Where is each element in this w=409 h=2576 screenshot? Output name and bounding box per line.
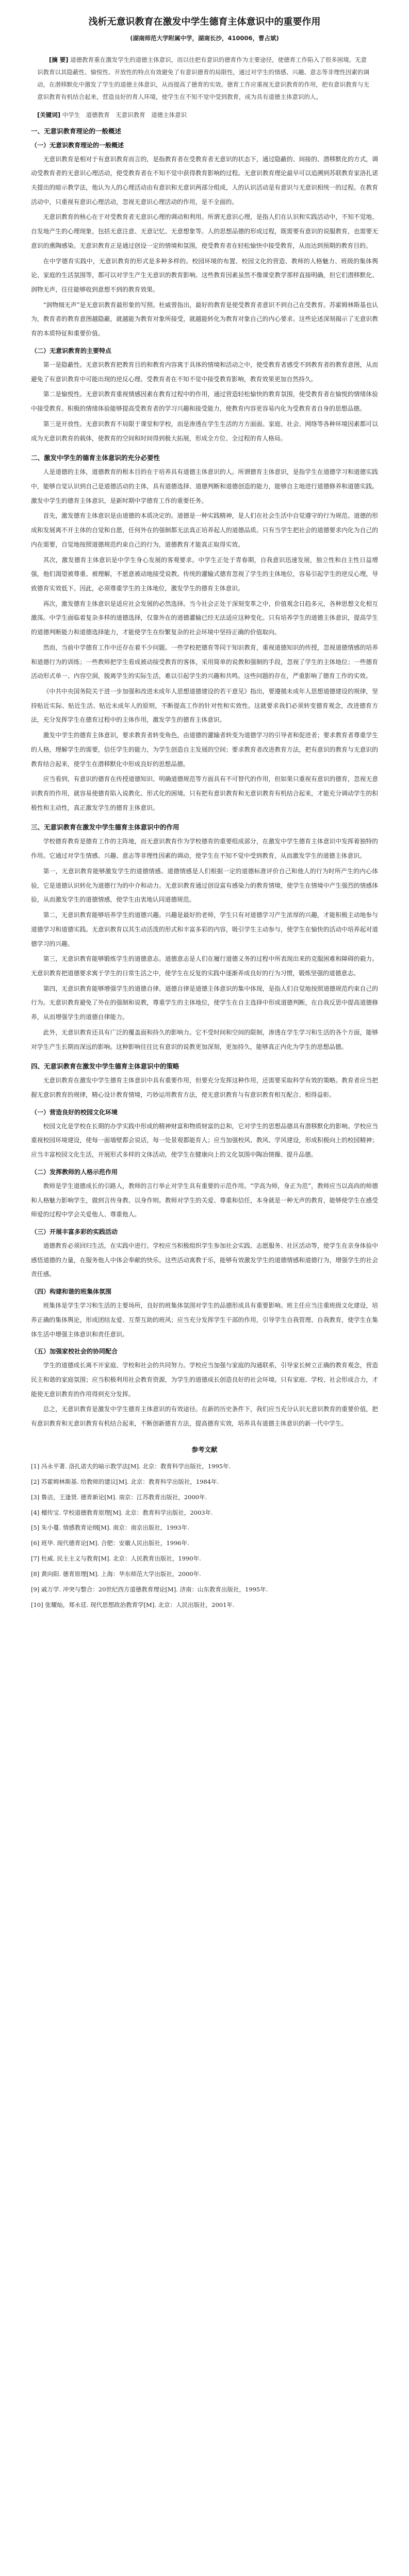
article-body: [31, 126, 378, 1431]
paragraph: 总之，无意识教育是激发中学生德育主体意识的有效途径。在新的历史条件下，我们应当充分认识无意识教育的重要价值，把有意识教育和无意识教育有机结合起来，不断创新德育方法，提高德育实效，培养具有道德主体意识的新一代中学生。: [31, 1405, 378, 1428]
paragraph: “润物细无声”是无意识教育最形象的写照。杜威曾指出，最好的教育是使受教育者意识不到自己在受教育。苏霍姆林斯基也认为，教育者的教育意图越隐蔽，就越能为教育对象所接受，就越能转化为教育对象自己的内心要求。这些论述深刻揭示了无意识教育的本质特征和重要价值。: [31, 301, 378, 337]
subsection-heading: （四）构建和谐的班集体氛围: [31, 1288, 112, 1296]
keywords-text: 中学生 道德教育 无意识教育 道德主体意识: [62, 111, 187, 118]
reference-item: [1] 冯永平著. 洛扎诺夫的暗示教学法[M]. 北京：教育科学出版社，1995年.: [31, 1462, 231, 1470]
reference-item: [3] 鲁洁，王逢贤. 德育新论[M]. 南京：江苏教育出版社，2000年.: [31, 1493, 207, 1501]
paragraph: 无意识教育在激发中学生德育主体意识中具有重要作用，但要充分发挥这种作用，还需要采取科学有效的策略。教育者应当把握无意识教育的规律，精心设计教育情境，巧妙运用教育方法，使无意识教育与有意识教育相互配合、相得益彰。: [31, 1077, 378, 1098]
section-heading: 三、无意识教育在激发中学生德育主体意识中的作用: [31, 823, 179, 832]
reference-item: [4] 檀传宝. 学校道德教育原理[M]. 北京：教育科学出版社，2003年.: [31, 1509, 213, 1516]
paragraph: 第二是愉悦性。无意识教育重视情感因素在教育过程中的作用，通过营造轻松愉快的教育氛围，使受教育者在愉悦的情绪体验中接受教育。积极的情绪体验能够提高受教育者的学习兴趣和接受能力，使教育内容更容易内化为受教育者自身的思想品德。: [31, 391, 378, 413]
paragraph: 第四，无意识教育能够增强学生的道德自律。道德自律是道德主体意识的集中体现，是指人们自觉地按照道德规范约束自己的行为。无意识教育避免了外在的强制和说教，尊重学生的主体地位，使学生在自主选择中形成道德判断，在自我反思中提高道德修养，从而增强学生的道德自律能力。: [31, 985, 378, 1021]
abstract: [37, 54, 372, 104]
paragraph: 第一是隐蔽性。无意识教育把教育目的和教育内容寓于具体的情境和活动之中，使受教育者感受不到教育者的教育意图，从而避免了有意识教育中可能出现的逆反心理。受教育者在不知不觉中接受教育影响，教育效果更加自然持久。: [31, 361, 378, 383]
reference-item: [7] 杜威. 民主主义与教育[M]. 北京：人民教育出版社，1990年.: [31, 1555, 201, 1563]
subsection-heading: （三）开展丰富多彩的实践活动: [31, 1228, 118, 1235]
reference-item: [2] 苏霍姆林斯基. 给教师的建议[M]. 北京：教育科学出版社，1984年.: [31, 1478, 219, 1485]
paragraph: 再次，激发德育主体意识是适应社会发展的必然选择。当今社会正处于深刻变革之中，价值观念日趋多元，各种思想文化相互激荡。中学生面临着复杂多样的道德选择，仅靠外在的道德灌输已经无法适应这种变化。只有培养学生的道德主体意识，提高学生的道德判断能力和道德选择能力，才能使学生在纷繁复杂的社会环境中坚持正确的价值取向。: [31, 600, 378, 636]
subsection-heading: （二）发挥教师的人格示范作用: [31, 1168, 118, 1176]
paragraph: 其次，激发德育主体意识是中学生身心发展的客观要求。中学生正处于青春期，自我意识迅速发展，独立性和自主性日益增强，他们渴望被尊重、被理解，不愿意被动地接受说教。传统的灌输式德育忽视了学生的主体地位，容易引起学生的逆反心理，导致德育实效低下。因此，必须尊重学生的主体地位，激发学生的德育主体意识。: [31, 556, 378, 592]
paragraph: 教师是学生道德成长的引路人，教师的言行举止对学生具有重要的示范作用。“学高为师，身正为范”，教师应当以高尚的师德和人格魅力影响学生，做到言传身教、以身作则。教师对学生的关爱、尊重和信任，本身就是一种无声的教育，能够使学生在感受师爱的过程中学会关爱他人、尊重他人。: [31, 1182, 378, 1218]
paragraph: 激发中学生的德育主体意识，要求教育者转变角色，由道德的灌输者转变为道德学习的引导者和促进者；要求教育者尊重学生的人格，理解学生的需要，信任学生的能力，为学生创造自主发展的空间；要求教育者改进教育方法，把有意识的教育与无意识的教育结合起来，使学生在潜移默化中形成良好的思想品德。: [31, 732, 378, 768]
section-heading: 四、无意识教育在激发中学生德育主体意识中的策略: [31, 1062, 179, 1071]
paragraph: 《中共中央国务院关于进一步加强和改进未成年人思想道德建设的若干意见》指出，要遵循未成年人思想道德建设的规律，坚持贴近实际、贴近生活、贴近未成年人的原则，不断提高工作的针对性和实效性。这就要求我们必须转变德育观念，改进德育方法，充分发挥学生在德育过程中的主体作用，激发学生的德育主体意识。: [31, 688, 378, 724]
reference-item: [5] 朱小蔓. 情感教育论纲[M]. 南京：南京出版社，1993年.: [31, 1524, 189, 1532]
paragraph: 无意识教育的核心在于对受教育者无意识心理的调动和利用。所谓无意识心理，是指人们在认识和实践活动中，不知不觉地、自发地产生的心理现象，包括无意注意、无意记忆、无意想象等。人的思想品德的形成过程，既需要有意识的说服教育，也需要无意识的熏陶感染。无意识教育正是通过创设一定的情境和氛围，使受教育者在轻松愉快中接受教育，从而达到预期的教育目的。: [31, 213, 378, 249]
references-list: [31, 1459, 378, 1613]
reference-item: [8] 黄向阳. 德育原理[M]. 上海：华东师范大学出版社，2000年.: [31, 1570, 201, 1578]
keywords-label: [关键词]: [37, 111, 61, 118]
paragraph: 第三，无意识教育能够锻炼学生的道德意志。道德意志是人们在履行道德义务的过程中所表现出来的克服困难和障碍的毅力。无意识教育把道德要求寓于学生的日常生活之中，使学生在反复的实践中逐渐养成良好的行为习惯，锻炼坚强的道德意志。: [31, 955, 378, 977]
section-heading: 二、激发中学生的德育主体意识的充分必要性: [31, 454, 160, 462]
abstract-label: [摘 要]: [49, 56, 69, 63]
reference-item: [10] 张耀灿，郑永廷. 现代思想政治教育学[M]. 北京：人民出版社，2001年.: [31, 1601, 235, 1608]
subsection-heading: （一）营造良好的校园文化环境: [31, 1108, 118, 1116]
paragraph: 学生的道德成长离不开家庭、学校和社会的共同努力。学校应当加强与家庭的沟通联系，引导家长树立正确的教育观念，营造民主和谐的家庭氛围；应当积极利用社会教育资源，为学生的道德成长创造良好的社会环境。只有家庭、学校、社会形成合力，才能使无意识教育的作用得到充分发挥。: [31, 1362, 378, 1398]
paragraph: 校园文化是学校在长期的办学实践中形成的精神财富和物质财富的总和，它对学生的思想品德具有潜移默化的影响。学校应当重视校园环境建设，使每一面墙壁都会说话，每一处景观都能育人；应当加强校风、教风、学风建设，形成积极向上的校园精神；应当丰富校园文化生活，开展形式多样的文体活动，使学生在健康向上的文化氛围中陶冶情操、提升品德。: [31, 1122, 378, 1159]
paragraph: 学校德育教育是德育工作的主阵地，而无意识教育作为学校德育的重要组成部分，在激发中学生德育主体意识中发挥着独特的作用。它通过对学生情感、兴趣、意志等非理性因素的调动，使学生在不知不觉中受到教育，从而激发学生的道德主体意识。: [31, 838, 378, 860]
paragraph: 首先，激发德育主体意识是由道德的本质决定的。道德是一种实践精神，是人们在社会生活中自觉遵守的行为规范。道德的形成和发展离不开主体的自觉和自愿，任何外在的强制都无法真正培养起人的道德品质。只有当学生把社会的道德要求内化为自己的内在需要，自觉地按照道德规范约束自己的行为，道德教育才能真正取得实效。: [31, 512, 378, 548]
paragraph: 第一，无意识教育能够激发学生的道德情感。道德情感是人们根据一定的道德标准评价自己和他人的行为时所产生的内心体验，它是道德认识转化为道德行为的中介和动力。无意识教育通过创设富有感染力的教育情境，使学生在情境中产生强烈的情感体验，从而激发学生的道德情感，使学生由衷地认同道德规范。: [31, 867, 378, 904]
section-heading: 一、无意识教育理论的一般概述: [31, 127, 122, 135]
paragraph: 应当看到，有意识的德育在传授道德知识、明确道德规范等方面具有不可替代的作用，但如果只重视有意识的德育，忽视无意识教育的作用，就容易使德育陷入说教化、形式化的困境。只有把有意识教育和无意识教育有机结合起来，才能充分调动学生的积极性和主动性，真正激发学生的德育主体意识。: [31, 775, 378, 811]
paragraph: 第二，无意识教育能够培养学生的道德兴趣。兴趣是最好的老师，学生只有对道德学习产生浓厚的兴趣，才能积极主动地参与道德学习和道德实践。无意识教育以其生动活泼的形式和丰富多彩的内容，吸引学生主动参与，使学生在愉快的活动中培养起对道德学习的兴趣。: [31, 911, 378, 947]
references-title: 参考文献: [191, 1445, 218, 1453]
paragraph: 无意识教育是相对于有意识教育而言的，是指教育者在受教育者无意识的状态下，通过隐蔽的、间接的、潜移默化的方式，调动受教育者的无意识心理活动，使受教育者在不知不觉中获得教育影响的过程。无意识教育理论最早可以追溯到苏联教育家洛扎诺夫提出的暗示教学法，他认为人的心理活动由有意识和无意识两部分组成，人的认识活动是有意识与无意识相统一的过程。在教育活动中，只重视有意识心理活动，忽视无意识心理活动的作用，是不全面的。: [31, 155, 378, 206]
paragraph: 此外，无意识教育还具有广泛的覆盖面和持久的影响力。它不受时间和空间的限制，渗透在学生学习和生活的各个方面，能够对学生产生长期而深远的影响。这种影响往往比有意识的说教更加深刻，更加持久，能够真正内化为学生的思想品德。: [31, 1028, 378, 1050]
paragraph: 人是道德的主体，道德教育的根本目的在于培养具有道德主体意识的人。所谓德育主体意识，是指学生在道德学习和道德实践中，能够自觉认识到自己是道德活动的主体，具有道德选择、道德判断和道德创造的能力，能够自主地进行道德修养和道德实践。激发中学生的德育主体意识，是新时期中学德育工作的重要任务。: [31, 468, 378, 504]
paragraph: 第三是开放性。无意识教育不局限于课堂和学校，而是渗透在学生生活的方方面面。家庭、社会、网络等各种环境因素都可以成为无意识教育的载体，使教育的空间和时间得到极大拓展，形成全方位、全过程的育人格局。: [31, 420, 378, 442]
paragraph: 班集体是学生学习和生活的主要场所，良好的班集体氛围对学生的品德形成具有重要影响。班主任应当注重班级文化建设，培养正确的集体舆论，形成团结友爱、互帮互助的班风；应当充分发挥学生干部的作用，引导学生自我管理、自我教育，使学生在集体生活中增强主体意识和责任意识。: [31, 1302, 378, 1338]
paragraph: 在中学德育实践中，无意识教育的形式是多种多样的。校园环境的布置、校园文化的营造、教师的人格魅力、班级的集体舆论、家庭的生活氛围等，都可以对学生产生无意识的教育影响。这些教育因素虽然不像课堂教学那样直接明确，但它们潜移默化、润物无声，往往能够收到意想不到的教育效果。: [31, 257, 378, 294]
reference-item: [6] 班华. 现代德育论[M]. 合肥：安徽人民出版社，1996年.: [31, 1539, 189, 1547]
paragraph: 然而，当前中学德育工作中还存在着不少问题。一些学校把德育等同于知识教育，重视道德知识的传授，忽视道德情感的培养和道德行为的训练；一些教师把学生看成被动接受教育的客体，采用简单的说教和强制的手段，忽视了学生的主体地位；一些德育活动形式单一、内容空洞，脱离学生的实际生活，难以引起学生的兴趣和共鸣。这些问题的存在，严重影响了德育工作的实效。: [31, 643, 378, 680]
subsection-heading: （一）无意识教育理论的一般概述: [31, 141, 124, 149]
document-title: 浅析无意识教育在激发中学生德育主体意识中的重要作用: [88, 16, 321, 27]
subsection-heading: （二）无意识教育的主要特点: [31, 347, 112, 354]
subsection-heading: （五）加强家校社会的协同配合: [31, 1348, 118, 1355]
abstract-text: 道德教育重在激发学生的道德主体意识，而以往把有意识的德育作为主要途径，使德育工作陷入了很多困境。无意识教育以其隐蔽性、愉悦性、开放性的特点有效避免了有意识德育的局限性，通过对学生的情感、兴趣、意志等非理性因素的调动，在潜移默化中激发了学生的道德主体意识，从而提高了德育的实效。德育工作应重视无意识教育的作用，把有意识教育与无意识教育有机结合起来，营造良好的育人环境，使学生在不知不觉中受到教育，成为具有道德主体意识的人。: [37, 56, 369, 101]
keywords: [37, 111, 372, 119]
author-line: (湖南师范大学附属中学，湖南长沙，410006，曹占斌): [130, 35, 279, 42]
reference-item: [9] 戚万学. 冲突与整合：20世纪西方道德教育理论[M]. 济南：山东教育出版社，1995年.: [31, 1586, 268, 1594]
paragraph: 道德教育必须回归生活，在实践中进行。学校应当积极组织学生参加社会实践、志愿服务、社区活动等，使学生在亲身体验中感悟道德的力量，在服务他人中体会奉献的快乐。这些活动寓教于乐，能够有效激发学生的道德情感和道德行为，增强学生的社会责任感。: [31, 1242, 378, 1278]
